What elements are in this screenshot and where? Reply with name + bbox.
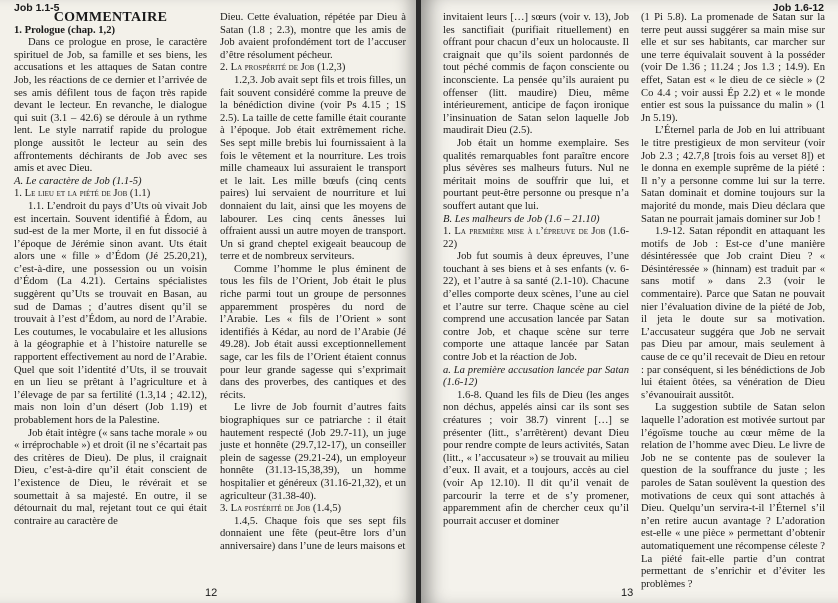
paragraph: 1.1. L’endroit du pays d’Uts où vivait Job est incertain. Souvent identifié à Édom, au sud-est de la mer Morte, il en fut dissocié à l’époque de Jérémie sinon avant. Uts était alors une « fille » d’Édom (Jé 25.20,21), c’est-à-dire, une possession ou un voisin d’Édom (La 4.21). Certains spécialistes suggèrent qu’Uts se trouvait en Basan, au sud de Damas ; d’autres disent qu’il se trouvait à l’est d’Édom, au nord de l’Arabie. Les coutumes, le vocabulaire et les allusions à la géographie et à l’histoire naturelle se rapportent effectivement au nord de l’Arabie. Quel que soit l’identité d’Uts, il se trouvait en un lieu se prêtant à l’agriculture et à l’élevage de par sa fertilité (1.3,14 ; 42.12), mais non loin d’un désert (Job 1.19) et probablement hors de la Palestine. <box>14 200 207 426</box>
paragraph: 1.4,5. Chaque fois que ses sept fils donnaient une fête (peut-être lors d’un anniversaire) dans l’une de leurs maisons et <box>220 515 406 552</box>
paragraph: 1.6-8. Quand les fils de Dieu (les anges non déchus, appelés ainsi car ils sont ses créatures ; voir 38.7) vinrent […] se présenter (litt., s’arrêtèrent) devant Dieu pour rendre compte de leurs activités, Satan (litt., « l’accusateur ») se trouvait au milieu d’eux. Il avait, et a toujours, accès au ciel (voir Ap 12.10). Il dit qu’il venait de parcourir la terre et de s’y promener, apparemment afin de chercher ceux qu’il pourrait accuser et dominer <box>443 389 629 527</box>
paragraph: 1.2,3. Job avait sept fils et trois filles, un fait souvent considéré comme la preuve de la bénédiction divine (voir Ps 4.15 ; 1S 2.5). La taille de cette famille était courante à l’époque. Job était extrêmement riche. Ses sept mille brebis lui fournissaient à la fois le vêtement et la nourriture. Les trois mille chameaux lui assuraient le transport et le lait. Les mille bœufs (cinq cents paires) lui servaient de nourriture et lui donnaient du lait, ainsi que les moyens de labourer. Les cinq cents ânesses lui offraient aussi un autre moyen de transport. Un si grand cheptel exigeait beaucoup de terre et de nombreux serviteurs. <box>220 74 406 263</box>
left-page <box>0 0 416 603</box>
paragraph: Comme l’homme le plus éminent de tous les fils de l’Orient, Job était le plus riche parmi tout un groupe de personnes apparemment prospères du nord de l’Arabie. Les « fils de l’Orient » sont identifiés à Kédar, au nord de l’Arabie (Jé 49.28). Job était aussi exceptionnellement sage, car les fils de l’Orient étaient connus pour leur grande sagesse qui s’exprimait dans des proverbes, des cantiques et des récits. <box>220 263 406 401</box>
subsubsection-heading: 1. Le lieu et la piété de Job (1.1) <box>14 188 151 200</box>
paragraph: La suggestion subtile de Satan selon laquelle l’adoration est motivée surtout par l’égoïsme touche au cœur même de la relation de l’homme avec Dieu. Le livre de Job ne se contente pas de soulever la question de la souffrance du juste ; les paroles de Satan soulèvent la question des motivations de ceux qui sont attachés à Dieu. Quelqu’un servira-t-il l’Éternel s’il n’en retire aucun avantage ? L’adoration est-elle « une pièce » permettant d’obtenir automatiquement une récompense céleste ? La piété fait-elle partie d’un contrat permettant de s’enrichir et d’éviter les problèmes ? <box>641 402 825 590</box>
left-column-1 <box>14 12 207 528</box>
left-column-2 <box>220 12 406 554</box>
right-page <box>421 0 838 603</box>
subsubsection-heading: 1. La première mise à l’épreuve de Job (1.6-22) <box>443 226 629 250</box>
paragraph: Job fut soumis à deux épreuves, l’une touchant à ses biens et à ses enfants (v. 6-22), et l’autre à sa santé (2.1-10). Chacune d’elles comporte deux scènes, l’une au ciel et l’autre sur terre. Chaque scène au ciel comprend une accusation lancée par Satan contre Job, et chaque scène sur terre comporte une attaque lancée par Satan contre Job et la réaction de Job. <box>443 251 629 364</box>
paragraph: Job était intègre (« sans tache morale » ou « irréprochable ») et droit (il ne s’écartait pas des critères de Dieu). De plus, il craignait Dieu, c’est-à-dire qu’il était conscient de l’existence de Dieu, le révérait et se soumettait à sa majesté. En outre, il se détournait du mal, rejetant tout ce qui était contraire au caractère de <box>14 427 207 527</box>
running-head-left: Job 1.1-5 <box>14 2 60 14</box>
paragraph: L’Éternel parla de Job en lui attribuant le titre prestigieux de mon serviteur (voir Job 2.3 ; 42.7,8 [trois fois au verset 8]) et le donna en exemple suprême de la piété : Il n’y a personne comme lui sur la terre. Satan dominait et domine toujours sur la majorité du monde, mais Dieu déclara que Satan ne pourrait jamais dominer sur Job ! <box>641 125 825 225</box>
paragraph: Dans ce prologue en prose, le caractère spirituel de Job, sa famille et ses biens, les accusations et les attaques de Satan contre Job, les réactions de ce dernier et l’arrivée de ses amis défilent tous de façon très rapide devant le lecteur. En revanche, le dialogue qui suit (3.1 – 42.6) se déroule à un rythme lent. Le style narratif rapide du prologue plonge aussitôt le lecteur au sein des affrontements déchirants de Job avec ses amis et avec Dieu. <box>14 37 207 175</box>
paragraph-continued: Dieu. Cette évaluation, répétée par Dieu à Satan (1.8 ; 2.3), montre que les amis de Job avaient profondément tort de l’accuser d’être résolument pécheur. <box>220 12 406 61</box>
page-number-left: 12 <box>205 587 218 599</box>
section-heading: 1. Prologue (chap. 1,2) <box>14 24 116 36</box>
section-title: COMMENTAIRE <box>53 10 168 25</box>
running-head-right: Job 1.6-12 <box>772 2 824 14</box>
subsection-heading: a. La première accusation lancée par Satan (1.6-12) <box>443 364 629 389</box>
page-number-right: 13 <box>621 587 634 599</box>
right-column-2 <box>641 12 825 591</box>
paragraph: Le livre de Job fournit d’autres faits biographiques sur ce patriarche : il était hautement respecté (Job 29.7-11), un juge juste et honnête (29.7,12-17), un conseiller plein de sagesse (29.21-24), un employeur honnête (31.13-15,38,39), un homme hospitalier et généreux (31.16-21,32), et un agriculteur (31.38-40). <box>220 402 406 502</box>
paragraph-continued: (1 Pi 5.8). La promenade de Satan sur la terre peut aussi suggérer sa main mise sur elle et sur ses habitants, car marcher sur une terre équivalait souvent à la posséder (voir De 1.36 ; 11.24 ; Jos 1.3 ; 14.9). En effet, Satan est « le dieu de ce siècle » (2 Co 4.4 ; voir aussi Ép 2.2) et « le monde entier est sous la puissance du malin » (1 Jn 5.19). <box>641 12 825 124</box>
paragraph: Job était un homme exemplaire. Ses qualités remarquables font paraître encore plus sévères ses malheurs futurs. Nul ne méritait moins de souffrir que lui, et pourtant peut-être personne ou presque n’a souffert autant que lui. <box>443 137 629 212</box>
subsection-heading: A. Le caractère de Job (1.1-5) <box>14 175 142 187</box>
right-column-1 <box>443 12 629 528</box>
subsection-heading: B. Les malheurs de Job (1.6 – 21.10) <box>443 213 600 225</box>
subsubsection-heading: 3. La postérité de Job (1.4,5) <box>220 503 342 515</box>
subsubsection-heading: 2. La prospérité de Job (1.2,3) <box>220 62 346 74</box>
paragraph-continued: invitaient leurs […] sœurs (voir v. 13), Job les sanctifiait (purifiait rituellement) en offrant pour chacun d’eux un holocauste. Il craignait que qu’ils soient pardonnés de tout péché commis de façon consciente ou inconsciente. La pensée qu’ils auraient pu offenser (litt. maudire) Dieu, même intérieurement, anticipe de façon ironique l’insinuation de Satan selon laquelle Job maudirait Dieu (2.5). <box>443 12 629 137</box>
paragraph: 1.9-12. Satan répondit en attaquant les motifs de Job : Est-ce d’une manière désintéressée que Job craint Dieu ? « Désintéressée » (hinnam) est traduit par « sans motif » dans 2.3 (voir le commentaire). Parce que Satan ne pouvait nier l’évaluation divine de la piété de Job, il jeta le doute sur sa motivation. L’accusateur suggéra que Job ne servait pas Dieu par amour, mais seulement à cause de ce qu’il recevait de Dieu en retour : par conséquent, si les bénédictions de Job lui étaient ôtées, sa vénération de Dieu s’évanouirait aussitôt. <box>641 226 825 401</box>
